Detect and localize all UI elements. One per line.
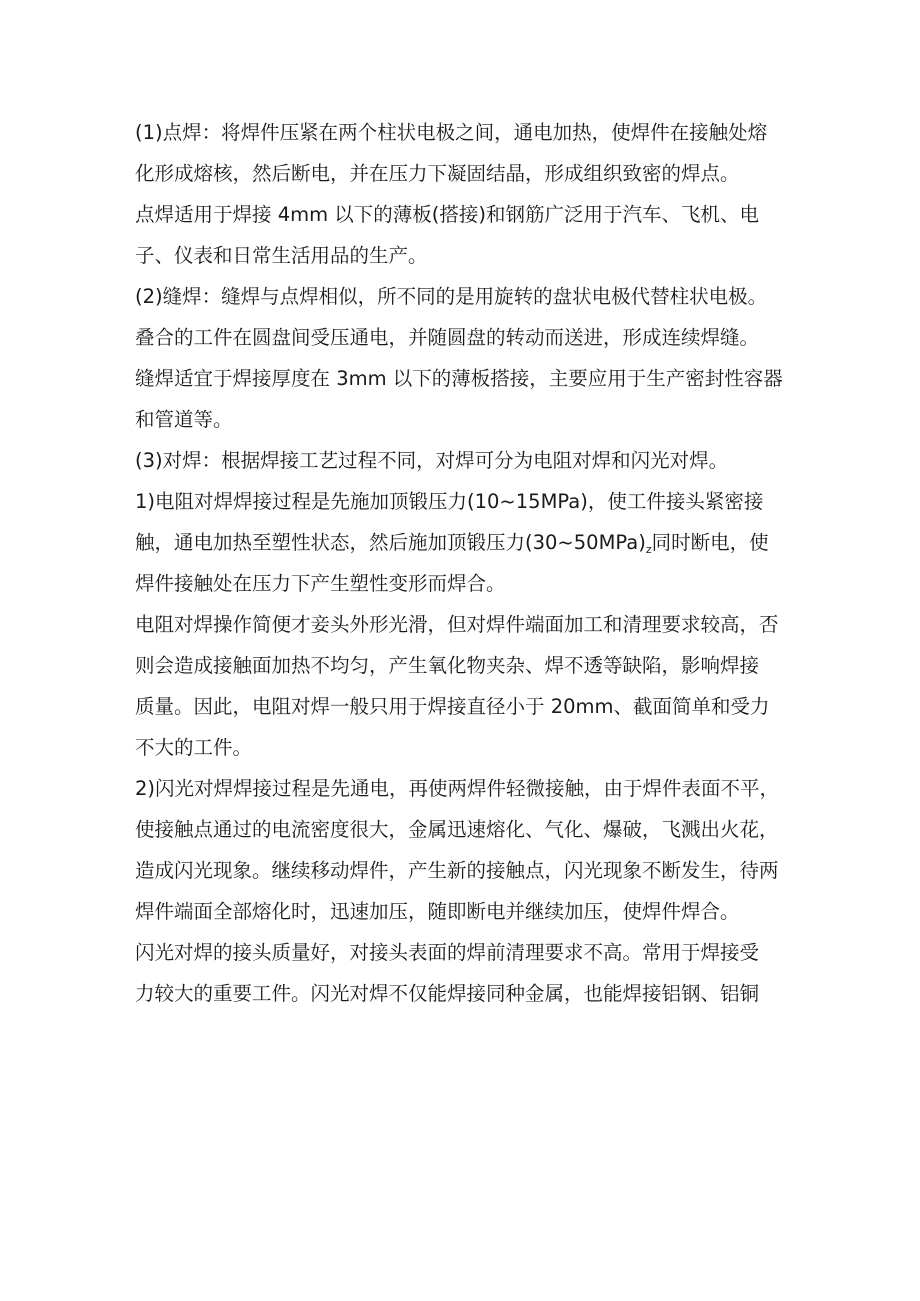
paragraph-flash-butt-welding-usage	[135, 932, 795, 1013]
paragraph-seam-welding	[135, 276, 795, 358]
text-line: (2)缝焊：缝焊与点焊相似，所不同的是用旋转的盘状电极代替柱状电极。	[135, 285, 768, 308]
text-line: 子、仪表和日常生活用品的生产。	[135, 244, 428, 267]
text-line: 缝焊适宜于焊接厚度在 3mm 以下的薄板搭接，主要应用于生产密封性容器	[135, 367, 783, 390]
text-line: 力较大的重要工件。闪光对焊不仅能焊接同种金属，也能焊接铝钢、铝铜	[135, 982, 760, 1005]
paragraph-resistance-butt-welding-usage	[135, 604, 795, 768]
text-line: 化形成熔核，然后断电，并在压力下凝固结晶，形成组织致密的焊点。	[135, 162, 740, 185]
text-line: 焊件接触处在压力下产生塑性变形而焊合。	[135, 572, 506, 595]
paragraph-spot-welding	[135, 112, 795, 194]
text-line: 叠合的工件在圆盘间受压通电，并随圆盘的转动而送进，形成连续焊缝。	[135, 326, 760, 349]
text-line-tail: 同时断电，使	[651, 531, 769, 554]
paragraph-butt-welding	[135, 440, 795, 481]
text-line: 电阻对焊操作简便才妾头外形光滑，但对焊件端面加工和清理要求较高，否	[135, 613, 779, 636]
text-line: 和管道等。	[135, 408, 233, 431]
text-line: 不大的工件。	[135, 736, 253, 759]
text-line-main: 触，通电加热至塑性状态，然后施加顶锻压力(30~50MPa)	[135, 531, 646, 554]
text-line: 点焊适用于焊接 4mm 以下的薄板(搭接)和钢筋广泛用于汽车、飞机、电	[135, 203, 760, 226]
subscript-mark: z	[645, 543, 652, 556]
text-line	[135, 522, 795, 563]
text-line: 质量。因此，电阻对焊一般只用于焊接直径小于 20mm、截面简单和受力	[135, 695, 770, 718]
text-line: 造成闪光现象。继续移动焊件，产生新的接触点，闪光现象不断发生，待两	[135, 859, 779, 882]
paragraph-flash-butt-welding	[135, 768, 795, 932]
text-line: (3)对焊：根据焊接工艺过程不同，对焊可分为电阻对焊和闪光对焊。	[135, 449, 729, 472]
text-line: 使接触点通过的电流密度很大，金属迅速熔化、气化、爆破，飞溅出火花，	[135, 818, 779, 841]
paragraph-spot-welding-usage	[135, 194, 795, 276]
text-line: 焊件端面全部熔化时，迅速加压，随即断电并继续加压，使焊件焊合。	[135, 900, 740, 923]
paragraph-seam-welding-usage	[135, 358, 795, 440]
text-line: (1)点焊：将焊件压紧在两个柱状电极之间，通电加热，使焊件在接触处熔	[135, 121, 768, 144]
text-line: 2)闪光对焊焊接过程是先通电，再使两焊件轻微接触，由于焊件表面不平，	[135, 777, 780, 800]
text-line: 1)电阻对焊焊接过程是先施加顶锻压力(10~15MPa)，使工件接头紧密接	[135, 490, 764, 513]
text-line: 闪光对焊的接头质量好，对接头表面的焊前清理要求不高。常用于焊接受	[135, 941, 760, 964]
text-line: 则会造成接触面加热不均匀，产生氧化物夹杂、焊不透等缺陷，影响焊接	[135, 654, 760, 677]
paragraph-resistance-butt-welding	[135, 481, 795, 604]
body-text	[135, 112, 795, 1013]
